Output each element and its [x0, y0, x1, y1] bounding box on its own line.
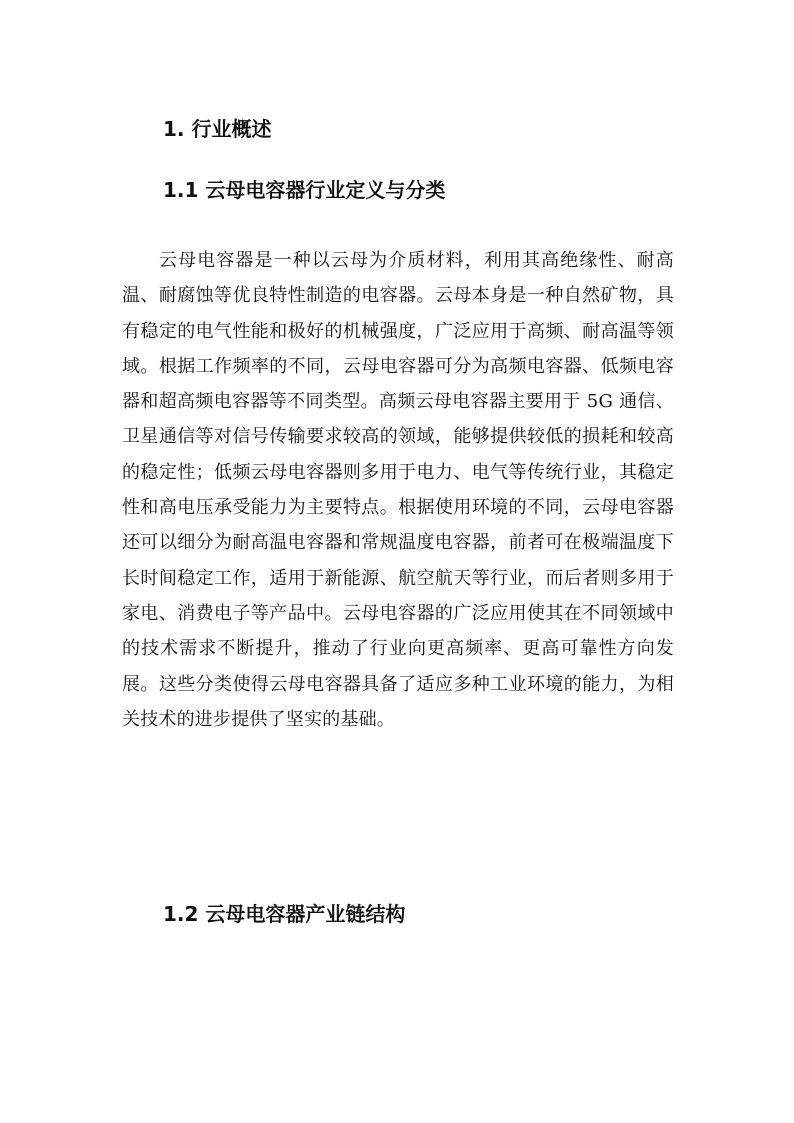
section-heading-1-1: 1.1 云母电容器行业定义与分类: [163, 178, 446, 202]
chapter-heading: 1. 行业概述: [163, 117, 272, 141]
section-1-1-paragraph: 云母电容器是一种以云母为介质材料，利用其高绝缘性、耐高温、耐腐蚀等优良特性制造的电容器。云母本身是一种自然矿物，具有稳定的电气性能和极好的机械强度，广泛应用于高频、耐高温等领域。根据工作频率的不同，云母电容器可分为高频电容器、低频电容器和超高频电容器等不同类型。高频云母电容器主要用于 5G 通信、卫星通信等对信号传输要求较高的领域，能够提供较低的损耗和较高的稳定性；低频云母电容器则多用于电力、电气等传统行业，其稳定性和高电压承受能力为主要特点。根据使用环境的不同，云母电容器还可以细分为耐高温电容器和常规温度电容器，前者可在极端温度下长时间稳定工作，适用于新能源、航空航天等行业，而后者则多用于家电、消费电子等产品中。云母电容器的广泛应用使其在不同领域中的技术需求不断提升，推动了行业向更高频率、更高可靠性方向发展。这些分类使得云母电容器具备了适应多种工业环境的能力，为相关技术的进步提供了坚实的基础。: [122, 250, 674, 730]
section-heading-1-2: 1.2 云母电容器产业链结构: [163, 902, 406, 926]
